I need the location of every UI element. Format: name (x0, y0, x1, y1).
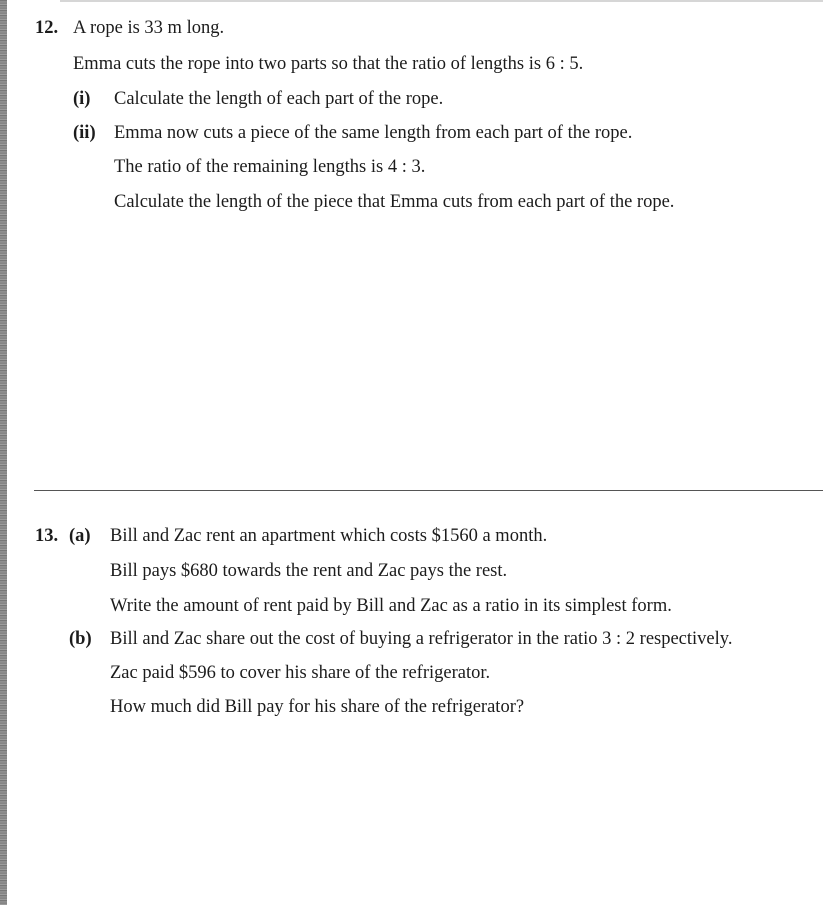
part-label: (a) (69, 526, 91, 546)
part-label: (b) (69, 629, 92, 649)
part-text: Zac paid $596 to cover his share of the refrigerator. (110, 663, 491, 683)
part-text: Bill and Zac share out the cost of buying a refrigerator in the ratio 3 : 2 respectively. (110, 629, 733, 649)
part-text: Bill and Zac rent an apartment which costs $1560 a month. (110, 526, 548, 546)
part-text: The ratio of the remaining lengths is 4 : 3. (114, 157, 426, 177)
question-intro: A rope is 33 m long. (73, 18, 225, 38)
part-text: Write the amount of rent paid by Bill and Zac as a ratio in its simplest form. (110, 596, 672, 616)
part-text: Emma now cuts a piece of the same length from each part of the rope. (114, 123, 633, 143)
part-label: (i) (73, 89, 91, 109)
part-text: Calculate the length of the piece that Emma cuts from each part of the rope. (114, 192, 675, 212)
section-divider (34, 490, 823, 491)
part-text: Bill pays $680 towards the rent and Zac pays the rest. (110, 561, 508, 581)
part-label: (ii) (73, 123, 96, 143)
question-number: 12. (35, 18, 59, 38)
question-statement: Emma cuts the rope into two parts so that the ratio of lengths is 6 : 5. (73, 54, 584, 74)
part-text: Calculate the length of each part of the rope. (114, 89, 444, 109)
page-top-edge (60, 0, 823, 2)
page-binding-edge (0, 0, 7, 905)
part-text: How much did Bill pay for his share of the refrigerator? (110, 697, 525, 717)
question-number: 13. (35, 526, 59, 546)
